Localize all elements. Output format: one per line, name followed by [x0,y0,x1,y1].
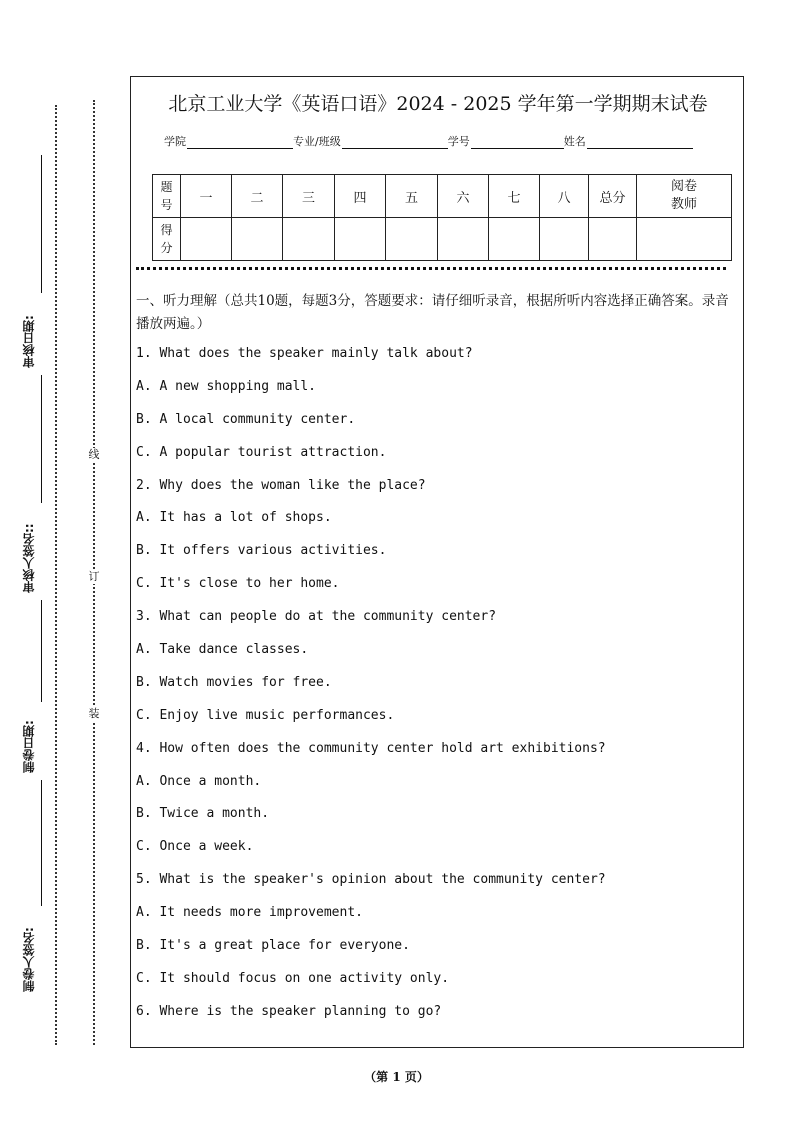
binding-bind-label: 装 [88,707,100,720]
score-cell-grader[interactable] [637,218,732,261]
student-info-row [164,133,693,149]
score-cell[interactable] [335,218,386,261]
exam-title: 北京工业大学《英语口语》2024 - 2025 学年第一学期期末试卷 [168,93,708,115]
reviewer-date-line [41,155,42,293]
col-7: 七 [489,175,540,218]
binding-order-label: 订 [88,570,100,583]
option-line: B. Twice a month. [136,806,270,822]
college-label: 学院 [164,135,186,148]
col-total: 总分 [589,175,637,218]
option-line: A. It has a lot of shops. [136,510,332,526]
score-cell[interactable] [540,218,589,261]
option-line: A. Once a month. [136,773,262,789]
reviewer-sign-label: 审核人签名:: [22,523,36,593]
question-list [136,344,740,1035]
maker-sign-line [41,780,42,906]
score-cell[interactable] [438,218,489,261]
score-table-score-row [153,218,732,261]
option-line: C. A popular tourist attraction. [136,444,387,460]
major-class-field[interactable] [342,136,448,149]
score-cell[interactable] [283,218,335,261]
col-6: 六 [438,175,489,218]
option-line: C. Once a week. [136,839,254,855]
name-field[interactable] [587,136,693,149]
col-grader: 阅卷 教师 [637,175,732,218]
option-line: C. It's close to her home. [136,576,340,592]
maker-sign-label: 制卷人签名: [22,927,36,992]
outer-dotted-line [55,105,57,1045]
option-line: B. Watch movies for free. [136,674,332,690]
score-cell[interactable] [386,218,438,261]
college-field[interactable] [187,136,293,149]
binding-line-label: 线 [88,448,100,461]
section-divider [136,267,726,270]
score-cell[interactable] [232,218,283,261]
option-line: A. It needs more improvement. [136,905,363,921]
option-line: B. It's a great place for everyone. [136,938,410,954]
score-cell[interactable] [181,218,232,261]
col-3: 三 [283,175,335,218]
page-number: （第 1 页） [364,1070,429,1084]
question-line: 5. What is the speaker's opinion about the community center? [136,872,606,888]
question-line: 1. What does the speaker mainly talk about? [136,346,473,361]
student-id-field[interactable] [471,136,564,149]
reviewer-date-label: 审核日期: [22,315,36,368]
question-line: 2. Why does the woman like the place? [136,477,426,493]
name-label: 姓名 [563,135,586,148]
question-line: 3. What can people do at the community center? [136,609,497,625]
option-line: C. Enjoy live music performances. [136,707,395,723]
reviewer-sign-line [41,375,42,503]
col-8: 八 [540,175,589,218]
maker-date-label: 制卷日期: [22,720,36,773]
col-1: 一 [181,175,232,218]
option-line: B. A local community center. [136,411,356,427]
option-line: B. It offers various activities. [136,543,387,559]
score-cell-total[interactable] [589,218,637,261]
exam-frame [130,76,744,1048]
score-cell[interactable] [489,218,540,261]
question-number-head: 题 号 [153,175,181,218]
maker-date-line [41,600,42,702]
section-listening [136,290,740,1035]
question-line: 4. How often does the community center hold art exhibitions? [136,740,606,756]
score-table-header-row [153,175,732,218]
col-2: 二 [232,175,283,218]
score-table [152,174,732,261]
student-id-label: 学号 [447,135,470,148]
col-4: 四 [335,175,386,218]
option-line: A. Take dance classes. [136,642,309,658]
option-line: C. It should focus on one activity only. [136,970,450,986]
major-class-label: 专业/班级 [293,135,341,148]
section-header: 一、听力理解（总共10题，每题3分，答题要求：请仔细听录音，根据所听内容选择正确答案。录音播放两遍。） [136,293,729,332]
option-line: A. A new shopping mall. [136,378,317,394]
score-head: 得 分 [153,218,181,261]
question-line: 6. Where is the speaker planning to go? [136,1003,442,1019]
col-5: 五 [386,175,438,218]
